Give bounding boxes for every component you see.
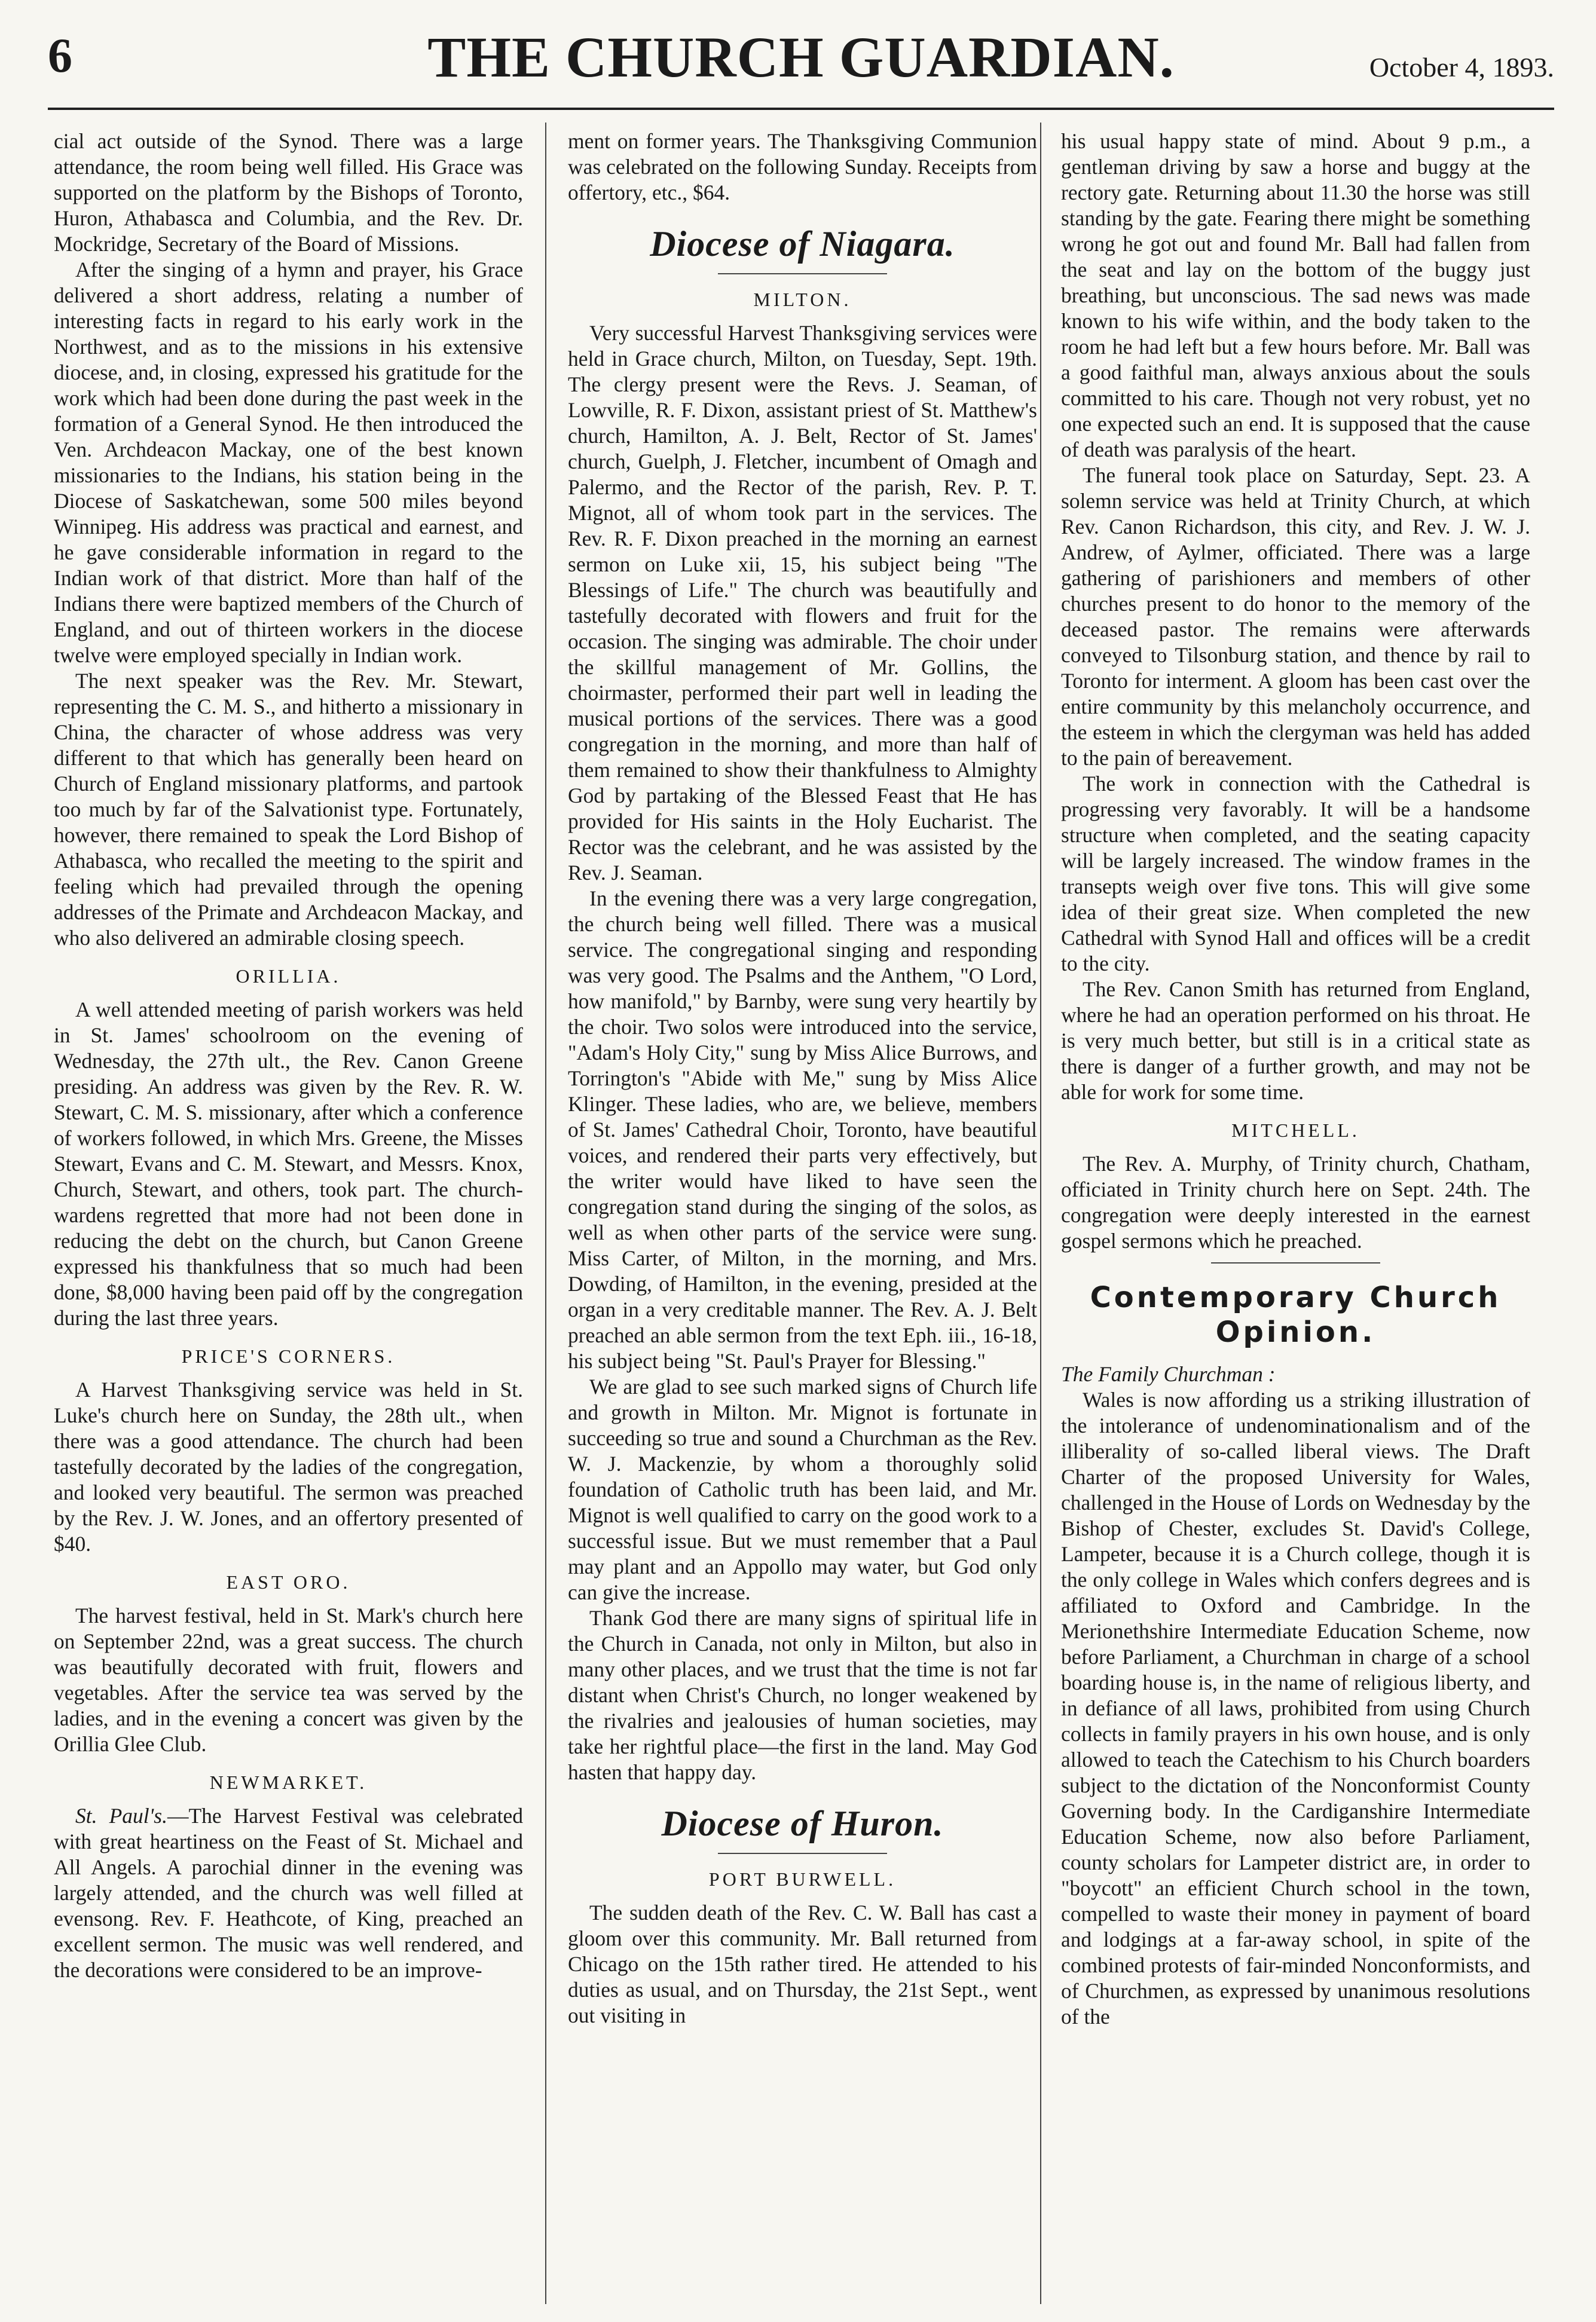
heading-divider bbox=[718, 1853, 887, 1854]
column-rule bbox=[1040, 123, 1041, 2304]
paragraph: A Harvest Thanksgiving service was held in St. Luke's church here on Sunday, the 28th ult., when there was a good attendance. The church had been tastefully decorated by the ladies of the congregation, and looked very beautiful. The sermon was preached by the Rev. J. W. Jones, and an offertory presented of $40. bbox=[54, 1378, 523, 1556]
section-heading-port-burwell: PORT BURWELL. bbox=[708, 1868, 897, 1890]
paragraph: The Rev. Canon Smith has returned from England, where he had an operation performed on his throat. He is very much better, but still is in a critical state as there is danger of a further growth, and may not be able for work for some time. bbox=[1061, 977, 1530, 1104]
page-number: 6 bbox=[48, 28, 72, 82]
paragraph: The funeral took place on Saturday, Sept. 23. A solemn service was held at Trinity Church, at which Rev. Canon Richardson, this city, and Rev. J. W. J. Andrew, of Aylmer, officiated. There was a large gathering of parishioners and members of other churches present to do honor to the memory of the deceased pastor. The remains were afterwards conveyed to Tilsonburg station, and thence by rail to Toronto for interment. A gloom has been cast over the entire community by this melancholy occurrence, and the esteem in which the clergyman was held has added to the pain of bereavement. bbox=[1061, 463, 1530, 770]
paragraph: Thank God there are many signs of spiritual life in the Church in Canada, not only in Milton, but also in many other places, and we trust that the time is not far distant when Christ's Church, no longer weakened by the rivalries and jealousies of human societies, may take her rightful place—the first in the land. May God hasten that happy day. bbox=[568, 1606, 1037, 1784]
section-heading-prices-corners: PRICE'S CORNERS. bbox=[181, 1345, 396, 1367]
section-heading-east-oro: EAST ORO. bbox=[226, 1571, 351, 1593]
masthead-title: THE CHURCH GUARDIAN. bbox=[427, 25, 1175, 89]
section-heading-mitchell: MITCHELL. bbox=[1231, 1119, 1360, 1141]
paragraph: The sudden death of the Rev. C. W. Ball has cast a gloom over this community. Mr. Ball returned from Chicago on the 15th rather tired. He attended to his duties as usual, and on Thursday, the 21st Sept., went out visiting in bbox=[568, 1901, 1037, 2027]
paragraph: After the singing of a hymn and prayer, his Grace delivered a short address, relating a number of interesting facts in regard to his early work in the Northwest, and as to the missions in his extensive diocese, and, in closing, expressed his gratitude for the work which had been done during the past week in the formation of a General Synod. He then introduced the Ven. Archdeacon Mackay, one of the best known missionaries to the Indians, his station being in the Diocese of Saskatchewan, some 500 miles beyond Winnipeg. His address was practical and earnest, and he gave considerable information in regard to the Indian work of that district. More than half of the Indians there were baptized members of the Church of England, and out of thirteen workers in the diocese twelve were employed specially in Indian work. bbox=[54, 258, 523, 667]
paragraph: A well attended meeting of parish workers was held in St. James' schoolroom on the evening of Wednesday, the 27th ult., the Rev. Canon Greene presiding. An address was given by the Rev. R. W. Stewart, C. M. S. missionary, after which a conference of workers followed, in which Mrs. Greene, the Misses Stewart, Evans and C. M. Stewart, and Messrs. Knox, Church, Stewart, and others, took part. The church-wardens regretted that more had not been done in reducing the debt on the church, but Canon Greene expressed his thankfulness that so much had been done, $8,000 having been paid off by the congregation during the last three years. bbox=[54, 998, 523, 1330]
diocese-heading-niagara: Diocese of Niagara. bbox=[650, 224, 955, 264]
paragraph-lead: St. Paul's. bbox=[75, 1804, 167, 1828]
paragraph: The Rev. A. Murphy, of Trinity church, Chatham, officiated in Trinity church here on Sept. 24th. The congregation were deeply interested in the earnest gospel sermons which he preached. bbox=[1061, 1152, 1530, 1253]
section-divider bbox=[1211, 1262, 1380, 1264]
column-1 bbox=[54, 129, 523, 2304]
section-heading-milton: MILTON. bbox=[753, 289, 852, 310]
page-header bbox=[48, 24, 1554, 110]
paragraph bbox=[54, 1803, 523, 1983]
column-2 bbox=[568, 129, 1037, 2304]
section-heading-orillia: ORILLIA. bbox=[236, 965, 341, 987]
heading-divider bbox=[718, 273, 887, 274]
paragraph: ment on former years. The Thanksgiving Communion was celebrated on the following Sunday. Receipts from offertory, etc., $64. bbox=[568, 129, 1037, 204]
paragraph: The next speaker was the Rev. Mr. Stewart, representing the C. M. S., and hitherto a missionary in China, the character of whose address was very different to that which has generally been heard on Church of England missionary platforms, and partook too much by far of the Salvationist type. Fortunately, however, there remained to speak the Lord Bishop of Athabasca, who recalled the meeting to the spirit and feeling which had prevailed through the opening addresses of the Primate and Archdeacon Mackay, and who also delivered an admirable closing speech. bbox=[54, 669, 523, 950]
column-3 bbox=[1061, 129, 1530, 2304]
section-heading-contemporary-opinion: Contemporary Church Opinion. bbox=[1090, 1281, 1502, 1349]
source-attribution: The Family Churchman : bbox=[1061, 1362, 1276, 1386]
diocese-heading-huron: Diocese of Huron. bbox=[661, 1804, 944, 1843]
paragraph: cial act outside of the Synod. There was a large attendance, the room being well filled. His Grace was supported on the platform by the Bishops of Toronto, Huron, Athabasca and Columbia, and the Rev. Dr. Mockridge, Secretary of the Board of Missions. bbox=[54, 129, 523, 256]
paragraph: In the evening there was a very large congregation, the church being well filled. There was a musical service. The congregational singing and responding was very good. The Psalms and the Anthem, "O Lord, how manifold," by Barnby, were sung very heartily by the choir. Two solos were introduced into the service, "Adam's Holy City," sung by Miss Alice Burrows, and Torrington's "Abide with Me," sung by Miss Alice Klinger. These ladies, who are, we believe, members of St. James' Cathedral Choir, Toronto, have beautiful voices, and rendered their parts very effectively, but the writer would have liked to have seen the congregation stand during the singing of the solos, as well as when other parts of the service were sung. Miss Carter, of Milton, in the morning, and Mrs. Dowding, of Hamilton, in the evening, presided at the organ in a very creditable manner. The Rev. A. J. Belt preached an able sermon from the text Eph. iii., 16-18, his subject being "St. Paul's Prayer for Blessing." bbox=[568, 886, 1037, 1373]
paragraph: his usual happy state of mind. About 9 p.m., a gentleman driving by saw a horse and buggy at the rectory gate. Returning about 11.30 the horse was still standing by the gate. Fearing there might be something wrong he got out and found Mr. Ball had fallen from the seat and lay on the bottom of the buggy just breathing, but unconscious. The sad news was made known to his wife within, and the body taken to the room he had left but a few hours before. Mr. Ball was a good faithful man, always anxious about the souls committed to his care. Though not very robust, yet no one expected such an end. It is supposed that the cause of death was paralysis of the heart. bbox=[1061, 129, 1530, 461]
paragraph: We are glad to see such marked signs of Church life and growth in Milton. Mr. Mignot is fortunate in succeeding so true and sound a Churchman as the Rev. W. J. Mackenzie, by whom a thoroughly solid foundation of Catholic truth has been laid, and Mr. Mignot is well qualified to carry on the good work to a successful issue. But we must remember that a Paul may plant and an Appollo may water, but God only can give the increase. bbox=[568, 1375, 1037, 1604]
paragraph: Very successful Harvest Thanksgiving services were held in Grace church, Milton, on Tuesday, Sept. 19th. The clergy present were the Revs. J. Seaman, of Lowville, R. F. Dixon, assistant priest of St. Matthew's church, Hamilton, A. J. Belt, Rector of St. James' church, Guelph, J. Fletcher, incumbent of Omagh and Palermo, and the Rector of the parish, Rev. P. T. Mignot, all of whom took part in the services. The Rev. R. F. Dixon preached in the morning an earnest sermon on Luke xii, 15, his subject being "The Blessings of Life." The church was beautifully and tastefully decorated with flowers and fruit for the occasion. The singing was admirable. The choir under the skillful management of Mr. Gollins, the choirmaster, performed their part well in leading the musical portions of the services. There was a good congregation in the morning, and more than half of them remained to show their thankfulness to Almighty God by partaking of the Blessed Feast that He has provided for His saints in the Holy Eucharist. The Rector was the celebrant, and he was assisted by the Rev. J. Seaman. bbox=[568, 321, 1037, 885]
section-heading-newmarket: NEWMARKET. bbox=[209, 1772, 368, 1793]
paragraph-body: —The Harvest Festival was celebrated with great heartiness on the Feast of St. Michael and All Angels. A parochial dinner in the evening was largely attended, and the church was well filled at evensong. Rev. F. Heathcote, of King, preached an excellent sermon. The music was well rendered, and the decorations were considered to be an improve- bbox=[54, 1804, 523, 1982]
paragraph: The work in connection with the Cathedral is progressing very favorably. It will be a handsome structure when completed, and the seating capacity will be largely increased. The window frames in the transepts weigh over five tons. This will give some idea of their great size. When completed the new Cathedral with Synod Hall and offices will be a credit to the city. bbox=[1061, 772, 1530, 975]
paragraph: Wales is now affording us a striking illustration of the intolerance of undenominationalism and of the illiberality of so-called liberal views. The Draft Charter of the proposed University for Wales, challenged in the House of Lords on Wednesday by the Bishop of Chester, excludes St. David's College, Lampeter, because it is a Church college, though it is the only college in Wales which confers degrees and is affiliated to Oxford and Cambridge. In the Merionethshire Intermediate Education Scheme, now before Parliament, a Churchman in charge of a school boarding house is, in the name of religious liberty, and in defiance of all laws, prohibited from using Church collects in family prayers in his own house, and is only allowed to teach the Catechism to his Church boarders subject to the dictation of the Nonconformist County Governing body. In the Cardiganshire Intermediate Education Scheme, now also before Parliament, county scholars for Lampeter district are, in order to "boycott" an efficient Church school in the town, compelled to waste their money in payment of board and lodgings at a far-away school, in spite of the combined protests of fair-minded Nonconformists, and of Churchmen, as expressed by unanimous resolutions of the bbox=[1061, 1388, 1530, 2029]
issue-date: October 4, 1893. bbox=[1369, 52, 1554, 82]
column-rule bbox=[545, 123, 546, 2304]
paragraph: The harvest festival, held in St. Mark's church here on September 22nd, was a great success. The church was beautifully decorated with fruit, flowers and vegetables. After the service tea was served by the ladies, and in the evening a concert was given by the Orillia Glee Club. bbox=[54, 1604, 523, 1756]
